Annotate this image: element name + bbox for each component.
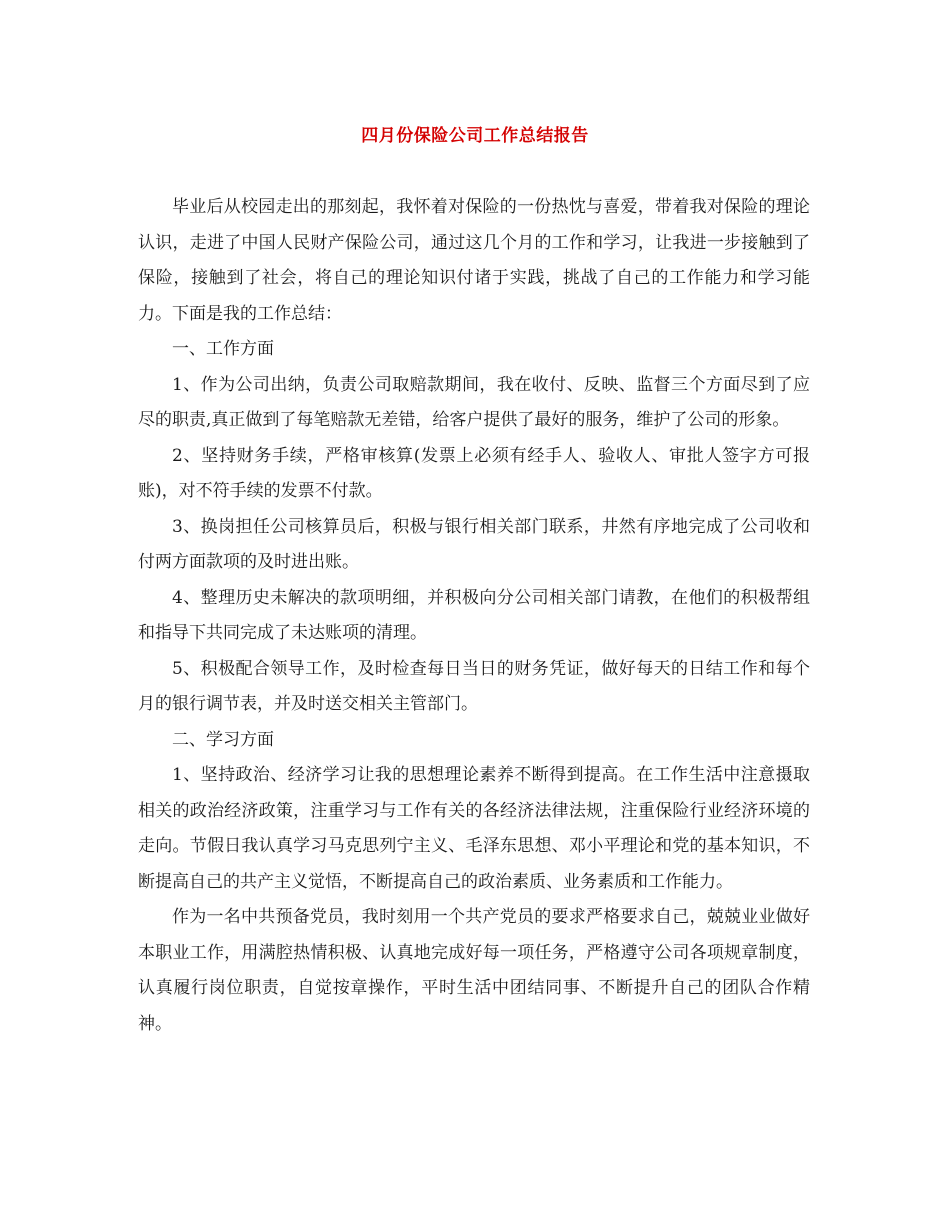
document-body: [138, 190, 810, 1042]
work-item-2: 2、坚持财务手续，严格审核算(发票上必须有经手人、验收人、审批人签字方可报账)，对不符手续的发票不付款。: [138, 445, 810, 501]
party-member-paragraph: 作为一名中共预备党员，我时刻用一个共产党员的要求严格要求自己，兢兢业业做好本职业工作，用满腔热情积极、认真地完成好每一项任务，严格遵守公司各项规章制度，认真履行岗位职责，自觉按章操作，平时生活中团结同事、不断提升自己的团队合作精神。: [138, 907, 810, 1034]
work-item-5: 5、积极配合领导工作，及时检查每日当日的财务凭证，做好每天的日结工作和每个月的银行调节表，并及时送交相关主管部门。: [138, 658, 810, 714]
section-heading-work: 一、工作方面: [172, 339, 274, 359]
work-item-4: 4、整理历史未解决的款项明细，并积极向分公司相关部门请教，在他们的积极帮组和指导下共同完成了未达账项的清理。: [138, 587, 810, 643]
work-item-3: 3、换岗担任公司核算员后，积极与银行相关部门联系，井然有序地完成了公司收和付两方面款项的及时进出账。: [138, 516, 810, 572]
section-heading-study: 二、学习方面: [172, 729, 274, 750]
document-title: 四月份保险公司工作总结报告: [361, 126, 589, 146]
work-item-1: 1、作为公司出纳，负责公司取赔款期间，我在收付、反映、监督三个方面尽到了应尽的职责,真正做到了每笔赔款无差错，给客户提供了最好的服务，维护了公司的形象。: [138, 374, 810, 430]
study-item-1: 1、坚持政治、经济学习让我的思想理论素养不断得到提高。在工作生活中注意摄取相关的政治经济政策，注重学习与工作有关的各经济法律法规，注重保险行业经济环境的走向。节假日我认真学习马克思列宁主义、毛泽东思想、邓小平理论和党的基本知识，不断提高自己的共产主义觉悟，不断提高自己的政治素质、业务素质和工作能力。: [138, 765, 810, 892]
intro-paragraph: 毕业后从校园走出的那刻起，我怀着对保险的一份热忱与喜爱，带着我对保险的理论认识，走进了中国人民财产保险公司，通过这几个月的工作和学习，让我进一步接触到了保险，接触到了社会，将自己的理论知识付诸于实践，挑战了自己的工作能力和学习能力。下面是我的工作总结：: [138, 197, 810, 324]
